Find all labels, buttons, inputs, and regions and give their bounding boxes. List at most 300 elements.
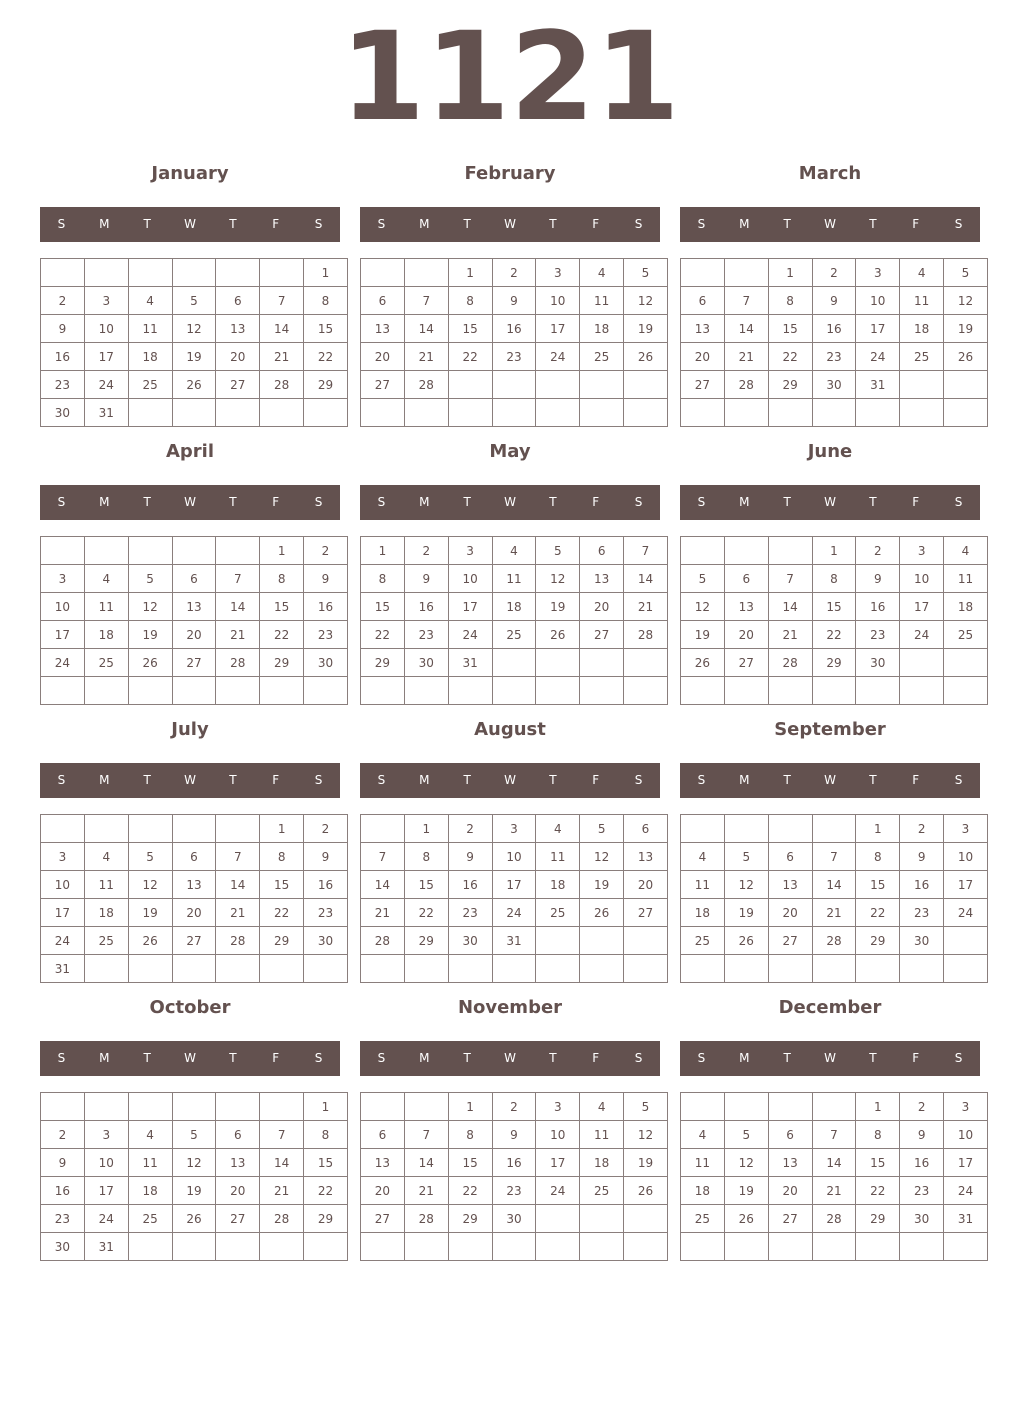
weekday-label: F (912, 217, 920, 231)
week-row (41, 677, 348, 705)
day-cell (404, 259, 448, 287)
weekday-label: W (184, 495, 196, 509)
day-cell: 26 (681, 649, 725, 677)
day-cell: 6 (768, 1121, 812, 1149)
day-cell (404, 1093, 448, 1121)
day-cell: 26 (172, 371, 216, 399)
day-cell: 10 (41, 871, 85, 899)
day-cell: 9 (41, 315, 85, 343)
weekday-label: W (504, 773, 516, 787)
week-row (681, 871, 988, 899)
day-cell (41, 677, 85, 705)
day-cell (361, 1093, 405, 1121)
day-cell (492, 399, 536, 427)
day-cell: 10 (84, 1149, 128, 1177)
day-cell: 17 (84, 343, 128, 371)
day-cell (216, 1233, 260, 1261)
month-name: February (464, 163, 556, 184)
weekday-label: S (57, 495, 66, 509)
day-cell: 14 (812, 871, 856, 899)
weekday-label: T (229, 217, 237, 231)
day-cell: 21 (404, 343, 448, 371)
day-cell: 24 (84, 371, 128, 399)
week-row (41, 593, 348, 621)
day-cell: 6 (768, 843, 812, 871)
week-row (361, 1093, 668, 1121)
day-cell: 3 (84, 1121, 128, 1149)
weekday-label: W (504, 217, 516, 231)
day-cell (944, 371, 988, 399)
day-cell (580, 399, 624, 427)
day-cell (260, 399, 304, 427)
weekday-header (360, 1041, 660, 1076)
day-cell: 16 (304, 593, 348, 621)
weekday-label: T (463, 217, 471, 231)
week-row (681, 955, 988, 983)
day-cell: 18 (580, 315, 624, 343)
day-cell (361, 677, 405, 705)
week-row (361, 899, 668, 927)
month-name: December (778, 997, 882, 1018)
day-cell: 27 (768, 1205, 812, 1233)
day-cell: 24 (536, 343, 580, 371)
day-cell: 20 (768, 1177, 812, 1205)
day-cell: 2 (304, 537, 348, 565)
day-cell: 29 (812, 649, 856, 677)
weekday-label: M (419, 773, 430, 787)
day-cell: 3 (448, 537, 492, 565)
day-cell: 6 (172, 565, 216, 593)
day-cell: 19 (128, 899, 172, 927)
day-cell: 3 (900, 537, 944, 565)
day-cell: 9 (404, 565, 448, 593)
month-name: January (151, 163, 229, 184)
day-cell: 3 (944, 815, 988, 843)
week-row (41, 621, 348, 649)
day-cell: 20 (624, 871, 668, 899)
day-cell: 8 (404, 843, 448, 871)
day-cell (580, 649, 624, 677)
day-cell: 27 (216, 371, 260, 399)
day-cell: 3 (944, 1093, 988, 1121)
week-row (361, 371, 668, 399)
day-cell: 29 (361, 649, 405, 677)
day-cell: 17 (536, 315, 580, 343)
month-name: June (807, 441, 853, 462)
weekday-label: W (184, 217, 196, 231)
week-row (681, 677, 988, 705)
day-cell: 12 (624, 287, 668, 315)
week-row (41, 287, 348, 315)
month-name: August (474, 719, 546, 740)
day-cell: 29 (768, 371, 812, 399)
day-cell (856, 1233, 900, 1261)
weekday-label: W (504, 495, 516, 509)
week-row (41, 871, 348, 899)
week-row (41, 259, 348, 287)
day-cell: 24 (84, 1205, 128, 1233)
day-cell: 9 (448, 843, 492, 871)
day-cell: 5 (724, 843, 768, 871)
day-cell: 23 (492, 1177, 536, 1205)
day-cell (681, 955, 725, 983)
day-cell: 12 (681, 593, 725, 621)
day-cell (448, 955, 492, 983)
day-cell: 8 (304, 287, 348, 315)
weekday-label: S (377, 773, 386, 787)
weekday-label: M (99, 773, 110, 787)
day-cell: 18 (128, 1177, 172, 1205)
day-cell (536, 927, 580, 955)
day-cell: 31 (448, 649, 492, 677)
day-cell: 1 (448, 1093, 492, 1121)
day-cell: 3 (41, 843, 85, 871)
day-cell: 2 (856, 537, 900, 565)
day-cell: 28 (812, 1205, 856, 1233)
week-row (41, 1093, 348, 1121)
day-cell: 11 (128, 315, 172, 343)
day-cell: 6 (216, 1121, 260, 1149)
day-cell: 30 (492, 1205, 536, 1233)
day-cell (944, 927, 988, 955)
day-cell: 15 (304, 315, 348, 343)
day-cell (536, 649, 580, 677)
day-cell (536, 371, 580, 399)
day-cell: 31 (41, 955, 85, 983)
day-cell: 20 (216, 343, 260, 371)
day-cell (172, 815, 216, 843)
day-cell: 26 (172, 1205, 216, 1233)
day-cell (856, 955, 900, 983)
day-cell: 30 (41, 1233, 85, 1261)
day-cell: 8 (260, 843, 304, 871)
day-cell: 25 (492, 621, 536, 649)
day-cell (812, 1093, 856, 1121)
day-cell (724, 399, 768, 427)
day-cell (681, 537, 725, 565)
day-cell: 8 (856, 1121, 900, 1149)
day-cell (812, 399, 856, 427)
week-row (681, 843, 988, 871)
day-cell: 3 (84, 287, 128, 315)
day-cell: 5 (172, 1121, 216, 1149)
day-cell (128, 399, 172, 427)
day-cell: 2 (448, 815, 492, 843)
week-row (681, 593, 988, 621)
day-cell (41, 815, 85, 843)
day-cell: 6 (681, 287, 725, 315)
day-cell (492, 649, 536, 677)
weekday-label: T (229, 773, 237, 787)
day-cell: 19 (724, 1177, 768, 1205)
day-cell: 10 (84, 315, 128, 343)
day-cell: 19 (944, 315, 988, 343)
day-cell: 21 (260, 1177, 304, 1205)
day-cell: 4 (128, 1121, 172, 1149)
day-cell: 1 (448, 259, 492, 287)
weekday-label: F (272, 1051, 280, 1065)
day-cell: 20 (724, 621, 768, 649)
day-cell: 7 (404, 287, 448, 315)
day-cell (172, 1093, 216, 1121)
day-cell: 29 (856, 927, 900, 955)
day-cell: 13 (624, 843, 668, 871)
day-cell (724, 815, 768, 843)
day-cell: 19 (172, 343, 216, 371)
day-cell: 10 (944, 843, 988, 871)
weekday-label: S (954, 495, 963, 509)
day-cell: 9 (304, 843, 348, 871)
day-cell: 25 (944, 621, 988, 649)
day-cell (128, 1093, 172, 1121)
day-cell: 19 (724, 899, 768, 927)
day-cell: 25 (580, 343, 624, 371)
day-cell: 18 (681, 1177, 725, 1205)
day-grid (360, 814, 668, 983)
day-cell: 7 (812, 1121, 856, 1149)
day-cell (448, 1233, 492, 1261)
day-cell (944, 1233, 988, 1261)
day-cell: 4 (944, 537, 988, 565)
week-row (41, 899, 348, 927)
day-cell (724, 259, 768, 287)
day-cell: 7 (260, 1121, 304, 1149)
day-cell: 29 (304, 371, 348, 399)
day-cell (304, 1233, 348, 1261)
day-cell (724, 1093, 768, 1121)
week-row (681, 1177, 988, 1205)
day-cell: 18 (84, 621, 128, 649)
day-cell: 2 (900, 815, 944, 843)
week-row (361, 871, 668, 899)
day-cell (260, 1233, 304, 1261)
weekday-label: F (592, 773, 600, 787)
day-cell: 12 (128, 593, 172, 621)
day-cell (404, 955, 448, 983)
weekday-header (680, 763, 980, 798)
day-cell: 15 (448, 1149, 492, 1177)
day-cell: 8 (361, 565, 405, 593)
day-cell: 7 (404, 1121, 448, 1149)
day-cell (681, 815, 725, 843)
day-cell: 28 (404, 1205, 448, 1233)
day-cell (681, 399, 725, 427)
week-row (41, 371, 348, 399)
day-cell: 13 (216, 315, 260, 343)
day-cell: 4 (681, 843, 725, 871)
weekday-label: S (57, 217, 66, 231)
day-cell (172, 259, 216, 287)
day-cell (216, 537, 260, 565)
day-cell: 27 (361, 371, 405, 399)
day-cell: 24 (856, 343, 900, 371)
day-cell: 14 (768, 593, 812, 621)
day-cell: 14 (260, 315, 304, 343)
day-cell: 15 (856, 871, 900, 899)
day-cell: 29 (260, 649, 304, 677)
day-cell: 2 (812, 259, 856, 287)
day-cell (492, 955, 536, 983)
day-cell (580, 1205, 624, 1233)
day-cell: 12 (624, 1121, 668, 1149)
weekday-header (360, 485, 660, 520)
weekday-header (680, 1041, 980, 1076)
weekday-label: T (143, 217, 151, 231)
day-cell (812, 677, 856, 705)
weekday-label: S (634, 217, 643, 231)
day-cell: 11 (84, 871, 128, 899)
day-cell (172, 677, 216, 705)
day-cell (448, 399, 492, 427)
day-cell: 8 (812, 565, 856, 593)
month-name: April (165, 441, 215, 462)
day-cell: 24 (41, 649, 85, 677)
day-cell: 10 (41, 593, 85, 621)
day-cell (216, 677, 260, 705)
day-cell: 25 (580, 1177, 624, 1205)
weekday-header (360, 763, 660, 798)
day-cell: 28 (404, 371, 448, 399)
day-cell: 12 (536, 565, 580, 593)
week-row (681, 1233, 988, 1261)
day-grid (40, 814, 348, 983)
day-cell: 14 (724, 315, 768, 343)
weekday-label: T (549, 1051, 557, 1065)
week-row (361, 927, 668, 955)
day-cell (580, 927, 624, 955)
week-row (41, 537, 348, 565)
day-cell: 21 (404, 1177, 448, 1205)
day-grid (40, 258, 348, 427)
day-cell: 30 (812, 371, 856, 399)
day-cell: 4 (84, 565, 128, 593)
day-cell: 22 (856, 899, 900, 927)
weekday-label: F (912, 1051, 920, 1065)
month-name: May (489, 441, 531, 462)
day-cell: 30 (900, 927, 944, 955)
week-row (681, 315, 988, 343)
day-cell: 23 (41, 371, 85, 399)
day-cell: 10 (448, 565, 492, 593)
day-cell: 14 (624, 565, 668, 593)
day-cell: 15 (260, 593, 304, 621)
day-cell: 14 (812, 1149, 856, 1177)
day-cell: 2 (492, 1093, 536, 1121)
day-cell: 17 (41, 621, 85, 649)
day-cell: 1 (260, 815, 304, 843)
day-cell: 4 (580, 1093, 624, 1121)
week-row (41, 565, 348, 593)
day-cell: 25 (84, 649, 128, 677)
weekday-label: F (272, 495, 280, 509)
week-row (361, 815, 668, 843)
day-cell: 24 (536, 1177, 580, 1205)
day-cell: 26 (724, 927, 768, 955)
day-cell: 16 (492, 1149, 536, 1177)
day-cell (260, 955, 304, 983)
day-cell (448, 677, 492, 705)
day-cell (128, 259, 172, 287)
day-cell (84, 259, 128, 287)
day-cell (856, 677, 900, 705)
weekday-label: S (314, 217, 323, 231)
day-cell: 22 (304, 1177, 348, 1205)
day-cell (536, 399, 580, 427)
day-cell (216, 399, 260, 427)
day-cell (900, 399, 944, 427)
day-cell: 26 (128, 927, 172, 955)
day-cell: 7 (812, 843, 856, 871)
day-cell: 19 (681, 621, 725, 649)
day-cell: 22 (404, 899, 448, 927)
month-name: October (149, 997, 231, 1018)
day-cell: 3 (536, 259, 580, 287)
day-cell: 18 (492, 593, 536, 621)
day-cell (536, 677, 580, 705)
day-grid (680, 536, 988, 705)
day-cell (724, 677, 768, 705)
day-cell: 5 (624, 259, 668, 287)
day-cell (260, 1093, 304, 1121)
day-cell (84, 1093, 128, 1121)
week-row (681, 537, 988, 565)
day-cell: 19 (624, 1149, 668, 1177)
weekday-label: W (824, 773, 836, 787)
day-cell: 9 (856, 565, 900, 593)
day-cell (624, 649, 668, 677)
day-cell (216, 955, 260, 983)
day-cell: 18 (681, 899, 725, 927)
day-cell: 22 (812, 621, 856, 649)
day-cell: 20 (216, 1177, 260, 1205)
day-cell (900, 649, 944, 677)
day-cell: 11 (944, 565, 988, 593)
weekday-label: M (99, 217, 110, 231)
day-cell: 8 (304, 1121, 348, 1149)
day-cell (624, 1233, 668, 1261)
day-cell (944, 677, 988, 705)
day-cell (624, 371, 668, 399)
day-cell: 30 (448, 927, 492, 955)
month-name: November (457, 997, 563, 1018)
day-grid (40, 1092, 348, 1261)
day-cell (944, 399, 988, 427)
day-cell (681, 1233, 725, 1261)
day-cell: 26 (944, 343, 988, 371)
day-cell: 20 (172, 899, 216, 927)
day-cell: 5 (724, 1121, 768, 1149)
day-cell (768, 537, 812, 565)
day-cell: 15 (812, 593, 856, 621)
day-cell: 16 (41, 343, 85, 371)
day-cell: 27 (681, 371, 725, 399)
day-cell: 28 (724, 371, 768, 399)
day-cell: 12 (128, 871, 172, 899)
day-cell (492, 1233, 536, 1261)
day-cell: 20 (172, 621, 216, 649)
day-cell: 14 (260, 1149, 304, 1177)
weekday-label: F (912, 495, 920, 509)
day-grid (360, 536, 668, 705)
day-cell: 17 (448, 593, 492, 621)
day-cell: 1 (304, 1093, 348, 1121)
day-cell: 5 (681, 565, 725, 593)
day-cell: 13 (172, 871, 216, 899)
day-cell: 5 (128, 565, 172, 593)
day-cell: 30 (304, 649, 348, 677)
weekday-header (680, 207, 980, 242)
day-cell: 17 (536, 1149, 580, 1177)
